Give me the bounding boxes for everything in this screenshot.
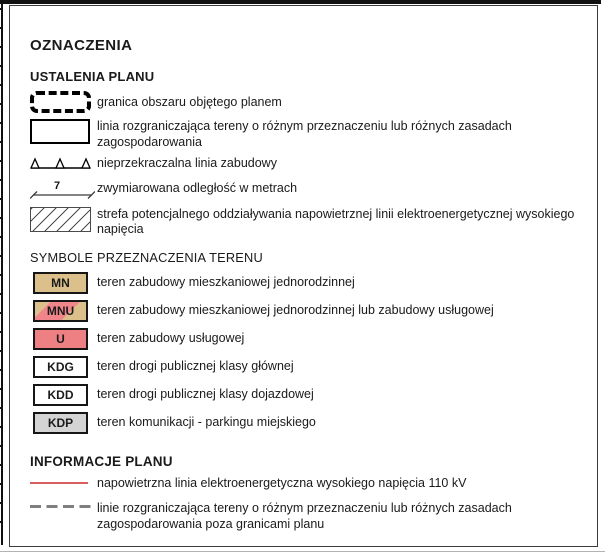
building-line-triangles-icon xyxy=(30,156,91,170)
legend-item-hv-zone xyxy=(30,206,583,238)
legend-item-zone-mnu xyxy=(30,300,583,322)
section-heading-symbole: SYMBOLE PRZEZNACZENIA TERENU xyxy=(30,249,263,265)
legend-item-label: teren drogi publicznej klasy głównej xyxy=(97,359,294,374)
outside-plan-gray-dashed-icon xyxy=(30,505,91,508)
zone-patch-mnu: MNU xyxy=(33,300,88,322)
legend-item-zone-kdd xyxy=(30,384,583,406)
legend-item-zone-mn xyxy=(30,272,583,294)
dimension-value: 7 xyxy=(53,179,61,192)
legend-item-label: teren drogi publicznej klasy dojazdowej xyxy=(97,387,314,402)
legend-item-label: teren zabudowy mieszkaniowej jednorodzinnej lub zabudowy usługowej xyxy=(97,303,494,318)
dimension-line-icon xyxy=(30,177,95,201)
map-neatline-ticks xyxy=(0,8,2,538)
legend-item-dimension xyxy=(30,177,583,201)
legend-item-outside-plan-line xyxy=(30,500,583,532)
dividing-line-rect-icon xyxy=(30,119,90,144)
legend-item-label: granica obszaru objętego planem xyxy=(97,94,282,109)
zone-patch-mn: MN xyxy=(33,272,88,294)
legend-item-zone-u xyxy=(30,328,583,350)
zone-patch-kdp: KDP xyxy=(33,412,88,434)
hatched-zone-rect-icon xyxy=(30,207,91,232)
legend-item-label: linie rozgraniczająca tereny o różnym przeznaczeniu lub różnych zasadach zagospodarowania poza granicami planu xyxy=(97,501,512,531)
section-heading-ustalenia: USTALENIA PLANU xyxy=(30,69,155,84)
legend-title: OZNACZENIA xyxy=(30,37,133,54)
legend-item-label: teren komunikacji - parkingu miejskiego xyxy=(97,415,316,430)
legend-item-label: linia rozgraniczająca tereny o różnym przeznaczeniu lub różnych zasadach zagospodarowania xyxy=(97,119,512,149)
zone-patch-u: U xyxy=(33,328,88,350)
zone-patch-kdg: KDG xyxy=(33,356,88,378)
legend-item-zone-kdp xyxy=(30,412,583,434)
legend-item-label: strefa potencjalnego oddziaływania napowietrznej linii elektroenergetycznej wysokiego napięcia xyxy=(97,206,575,236)
legend-item-zone-kdg xyxy=(30,356,583,378)
zone-patch-kdd: KDD xyxy=(33,384,88,406)
legend-item-label: teren zabudowy mieszkaniowej jednorodzinnej xyxy=(97,275,355,290)
legend-item-dividing-line xyxy=(30,118,583,150)
legend-panel xyxy=(9,5,598,547)
plan-boundary-dashed-rect-icon xyxy=(30,91,91,113)
legend-item-label: zwymiarowana odległość w metrach xyxy=(97,181,298,196)
legend-item-power-line xyxy=(30,475,583,492)
section-heading-informacje: INFORMACJE PLANU xyxy=(30,453,173,469)
legend-item-label: nieprzekraczalna linia zabudowy xyxy=(97,156,277,170)
legend-item-label: napowietrzna linia elektroenergetyczna wysokiego napięcia 110 kV xyxy=(97,475,467,490)
legend-item-building-line xyxy=(30,155,583,172)
legend-item-plan-boundary xyxy=(30,91,583,113)
legend-item-label: teren zabudowy usługowej xyxy=(97,331,245,346)
power-line-red-icon xyxy=(30,482,88,484)
map-neatline-top xyxy=(0,0,601,4)
